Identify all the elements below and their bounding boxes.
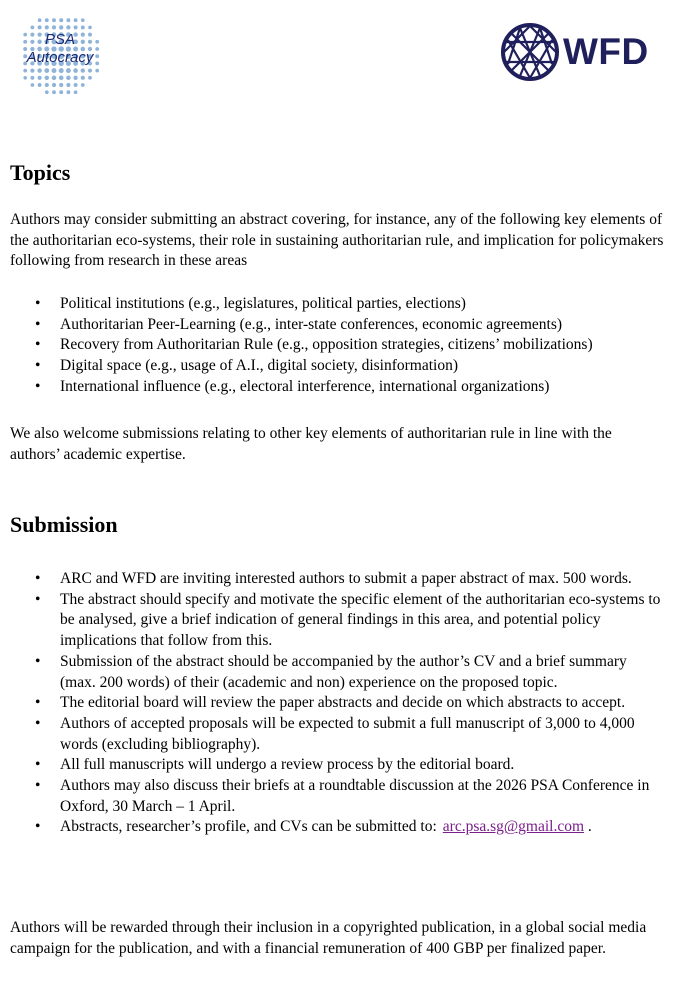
wfd-logo: [500, 22, 660, 82]
list-item-text: Political institutions (e.g., legislatures, political parties, elections): [60, 295, 466, 312]
psa-dot: [81, 76, 85, 80]
list-item: [10, 294, 665, 315]
psa-dot: [81, 25, 85, 29]
psa-dot: [66, 68, 71, 73]
bullet-icon: •: [35, 818, 41, 836]
psa-dot: [81, 83, 85, 87]
list-item: [10, 755, 665, 776]
list-item: [10, 356, 665, 377]
list-item: [10, 817, 665, 838]
psa-dot: [59, 90, 63, 94]
psa-dot: [73, 76, 77, 80]
psa-dot: [38, 18, 42, 22]
list-item-suffix: .: [587, 818, 592, 836]
bullet-icon: •: [35, 756, 41, 774]
submission-list: [10, 569, 665, 838]
psa-dot: [52, 83, 56, 87]
psa-dot: [45, 25, 49, 29]
closing-paragraph: Authors will be rewarded through their inclusion in a copyrighted publication, in a global social media campaign for the publication, and with a financial remuneration of 400 GBP per finalized paper.: [10, 919, 647, 957]
bullet-icon: •: [35, 714, 41, 732]
psa-logo-line2: Autocracy: [26, 49, 94, 66]
psa-dot: [31, 83, 35, 87]
psa-dot: [52, 90, 56, 94]
list-item-text: ARC and WFD are inviting interested authors to submit a paper abstract of max. 500 words.: [60, 570, 632, 587]
topics-heading: Topics: [10, 160, 71, 185]
psa-dot: [52, 25, 56, 29]
list-item-text: Authors may also discuss their briefs at a roundtable discussion at the 2026 PSA Conference in Oxford, 30 March – 1 April.: [60, 777, 650, 815]
psa-dot: [45, 83, 49, 87]
list-item-text: The editorial board will review the paper abstracts and decide on which abstracts to accept.: [60, 694, 626, 712]
wfd-logo-text: WFD: [563, 31, 649, 72]
list-item-text: Authors of accepted proposals will be expected to submit a full manuscript of 3,000 to 4,000 words (excluding bibliography).: [60, 714, 635, 753]
bullet-icon: •: [35, 357, 41, 375]
list-item: [10, 335, 665, 356]
list-item: [10, 693, 665, 714]
bullet-icon: •: [35, 315, 41, 333]
list-item-text: International influence (e.g., electoral interference, international organizations): [60, 377, 550, 395]
psa-dot: [38, 83, 42, 87]
submission-email-link[interactable]: arc.psa.sg@gmail.com: [442, 818, 585, 836]
psa-dot: [81, 18, 85, 22]
psa-dot: [88, 76, 92, 80]
psa-dot: [88, 26, 92, 30]
psa-dot: [66, 18, 70, 22]
psa-dot: [74, 18, 78, 22]
list-item-text: The abstract should specify and motivate the specific element of the authoritarian eco-systems to be analysed, give a brief indication of general findings in this area, and potential policy implications that follow from this.: [60, 590, 661, 650]
psa-dot: [66, 25, 70, 29]
topics-intro-paragraph: Authors may consider submitting an abstract covering, for instance, any of the following key elements of the authoritarian eco-systems, their role in sustaining authoritarian rule, and implication for policymakers following from research in these areas: [10, 211, 664, 270]
psa-dot: [52, 68, 57, 73]
list-item-text: Authoritarian Peer-Learning (e.g., inter-state conferences, economic agreements): [60, 315, 563, 333]
bullet-icon: •: [35, 570, 41, 587]
psa-dot: [30, 69, 34, 73]
list-item: [10, 776, 665, 817]
bullet-icon: •: [35, 652, 41, 670]
psa-dot: [74, 25, 78, 29]
psa-dot: [81, 68, 85, 72]
list-item: [10, 652, 665, 693]
psa-dot: [59, 18, 63, 22]
psa-dot: [31, 26, 35, 30]
psa-dot: [74, 83, 78, 87]
psa-dot: [74, 90, 78, 94]
list-item-text: Submission of the abstract should be accompanied by the author’s CV and a brief summary (max. 200 words) of their (academic and non) experience on the proposed topic.: [60, 652, 627, 691]
psa-dot: [66, 76, 71, 81]
list-item: [10, 315, 665, 336]
bullet-icon: •: [35, 377, 41, 395]
psa-dot: [30, 76, 34, 80]
psa-dot: [52, 76, 57, 81]
list-item: [10, 377, 665, 398]
bullet-icon: •: [35, 336, 41, 354]
list-item: [10, 714, 665, 755]
psa-dot: [44, 68, 49, 73]
bullet-icon: •: [35, 590, 41, 608]
bullet-icon: •: [35, 295, 41, 312]
psa-dot: [59, 83, 63, 87]
psa-dot: [73, 68, 78, 73]
psa-dot: [95, 69, 99, 73]
wfd-globe-icon: [500, 22, 560, 82]
list-item: [10, 590, 665, 652]
psa-dot: [66, 83, 70, 87]
list-item-text: Abstracts, researcher’s profile, and CVs can be submitted to:: [60, 818, 437, 836]
psa-dot: [59, 68, 64, 73]
psa-dot: [23, 69, 27, 73]
bullet-icon: •: [35, 777, 41, 795]
psa-dot: [67, 90, 71, 94]
list-item-text: Recovery from Authoritarian Rule (e.g., opposition strategies, citizens’ mobilizations): [60, 336, 593, 354]
psa-dot: [45, 18, 49, 22]
list-item-text: Digital space (e.g., usage of A.I., digital society, disinformation): [60, 357, 459, 375]
psa-dot: [23, 76, 27, 80]
page-header: [0, 0, 675, 110]
psa-dot: [38, 25, 42, 29]
list-item: [10, 569, 665, 590]
submission-heading: Submission: [10, 512, 118, 537]
psa-dot: [45, 90, 49, 94]
psa-dot: [88, 69, 92, 73]
psa-dot: [52, 18, 56, 22]
psa-dot: [45, 76, 49, 80]
psa-dot: [59, 25, 63, 29]
psa-logo-line1: PSA: [44, 31, 75, 48]
psa-dot: [59, 76, 64, 81]
psa-dot: [38, 76, 42, 80]
list-item-text: All full manuscripts will undergo a review process by the editorial board.: [60, 756, 515, 774]
topics-list: [10, 294, 665, 398]
bullet-icon: •: [35, 694, 41, 712]
psa-autocracy-logo: [15, 12, 105, 98]
psa-dot: [37, 68, 41, 72]
welcome-paragraph: We also welcome submissions relating to other key elements of authoritarian rule in line with the authors’ academic expertise.: [10, 425, 612, 463]
